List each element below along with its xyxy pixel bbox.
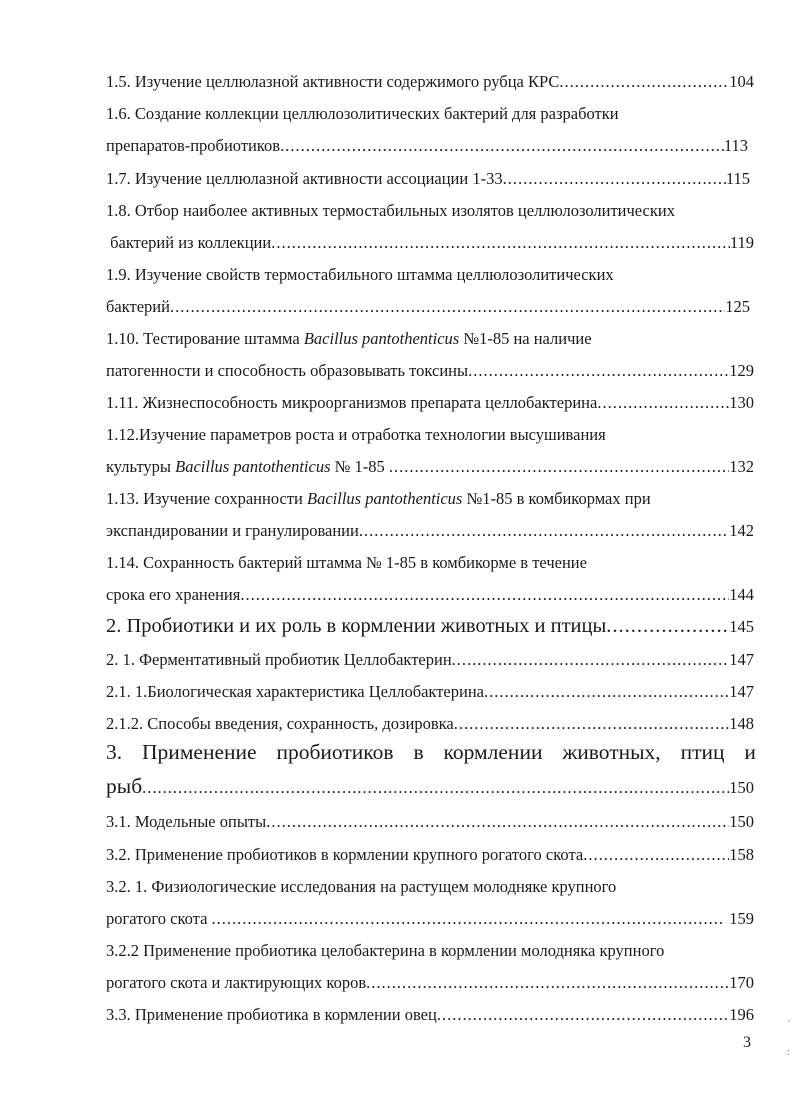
leader-dots — [271, 233, 730, 253]
leader-dots — [484, 682, 729, 702]
toc-page-number: 147 — [729, 682, 754, 701]
toc-entry-1-6-line1: 1.6. Создание коллекции целлюлозолитических бактерий для разработки — [106, 104, 619, 123]
toc-entry-title: патогенности и способность образовывать токсины — [106, 361, 469, 380]
toc-page-number: 170 — [729, 973, 754, 992]
toc-entry-1-10-line1 — [106, 329, 592, 349]
leader-dots — [240, 585, 729, 605]
toc-entry-3-2-1-line1: 3.2. 1. Физиологические исследования на растущем молодняке крупного — [106, 877, 617, 896]
toc-page-number: 119 — [729, 233, 754, 252]
toc-entry-1-8-line1: 1.8. Отбор наиболее активных термостабильных изолятов целлюлозолитических — [106, 201, 675, 220]
toc-page-number: 113 — [723, 136, 748, 155]
toc-entry-1-14-line1: 1.14. Сохранность бактерий штамма № 1-85 в комбикорме в течение — [106, 553, 587, 572]
leader-dots — [606, 614, 729, 638]
chapter-word: в — [413, 740, 424, 764]
toc-entry-text: 1.10. Тестирование штамма — [106, 329, 304, 348]
toc-page-number: 129 — [729, 361, 754, 380]
leader-dots — [468, 361, 729, 381]
toc-entry-2-1-2[interactable] — [106, 714, 754, 734]
toc-entry-title: бактерий — [106, 297, 170, 316]
toc-entry-title: 3.3. Применение пробиотика в кормлении овец — [106, 1005, 437, 1024]
toc-entry-1-14[interactable] — [106, 585, 754, 605]
toc-entry-text: 1.13. Изучение сохранности — [106, 489, 307, 508]
toc-entry-1-12[interactable] — [106, 457, 754, 477]
toc-entry-1-9[interactable] — [106, 297, 750, 317]
toc-page-number: 115 — [725, 169, 750, 188]
toc-entry-1-13-line1 — [106, 489, 651, 509]
toc-page-number: 145 — [729, 617, 754, 636]
toc-entry-text: культуры — [106, 457, 176, 476]
toc-entry-title: 2. 1. Ферментативный пробиотик Целлобактерин — [106, 650, 452, 669]
toc-page-number: 125 — [725, 297, 750, 316]
toc-page-number: 158 — [729, 845, 754, 864]
toc-page-number: 150 — [729, 812, 754, 831]
toc-page-number: 132 — [729, 457, 754, 476]
toc-entry-1-12-line1: 1.12.Изучение параметров роста и отработка технологии высушивания — [106, 425, 606, 444]
chapter-word: и — [744, 740, 756, 764]
species-name: Bacillus pantothenticus — [307, 489, 463, 508]
chapter-word: животных, — [562, 740, 661, 764]
toc-entry-title: 3.1. Модельные опыты — [106, 812, 267, 831]
toc-entry-2-1-1[interactable] — [106, 682, 754, 702]
toc-entry-3-2[interactable] — [106, 845, 754, 865]
leader-dots — [583, 845, 729, 865]
toc-entry-1-8[interactable] — [106, 233, 754, 253]
toc-entry-1-6[interactable] — [106, 136, 748, 156]
toc-entry-title: 1.7. Изучение целлюлазной активности ассоциации 1-33 — [106, 169, 503, 188]
toc-entry-text: № 1-85 — [330, 457, 389, 476]
toc-entry-title: рыб — [106, 774, 143, 798]
leader-dots — [142, 778, 729, 798]
species-name: Bacillus pantothenticus — [175, 457, 331, 476]
toc-entry-title: 3.2. Применение пробиотиков в кормлении крупного рогатого скота — [106, 845, 584, 864]
toc-entry-title: рогатого скота — [106, 909, 212, 928]
leader-dots — [503, 169, 726, 189]
leader-dots — [454, 714, 730, 734]
toc-entry-3-3[interactable] — [106, 1005, 754, 1025]
leader-dots — [389, 457, 729, 477]
toc-entry-1-13[interactable] — [106, 521, 754, 541]
leader-dots — [212, 909, 726, 929]
toc-page-number: 159 — [725, 909, 754, 928]
leader-dots — [452, 650, 730, 670]
toc-entry-title: 2.1.2. Способы введения, сохранность, дозировка — [106, 714, 454, 733]
chapter-word: Применение — [142, 740, 257, 764]
toc-entry-title: бактерий из коллекции — [106, 233, 272, 252]
scan-speck: ' — [788, 1019, 790, 1030]
toc-entry-1-11[interactable] — [106, 393, 754, 413]
chapter-word: кормлении — [443, 740, 543, 764]
toc-page-number: 148 — [729, 714, 754, 733]
toc-entry-title — [106, 457, 389, 477]
toc-entry-title: срока его хранения — [106, 585, 241, 604]
leader-dots — [359, 521, 729, 541]
toc-chapter-3-line1 — [106, 739, 756, 765]
toc-page-number: 130 — [729, 393, 754, 412]
leader-dots — [170, 297, 725, 317]
toc-entry-text: №1-85 на наличие — [459, 329, 592, 348]
scan-speck: : — [787, 1047, 790, 1058]
toc-entry-title: препаратов-пробиотиков — [106, 136, 281, 155]
toc-page-number: 150 — [729, 778, 754, 797]
toc-entry-title: 1.5. Изучение целлюлазной активности содержимого рубца КРС — [106, 72, 560, 91]
leader-dots — [266, 812, 729, 832]
toc-page-number: 142 — [729, 521, 754, 540]
toc-entry-3-2-2-line1: 3.2.2 Применение пробиотика целобактерина в кормлении молодняка крупного — [106, 941, 665, 960]
toc-entry-title: 2.1. 1.Биологическая характеристика Целлобактерина — [106, 682, 484, 701]
species-name: Bacillus pantothenticus — [303, 329, 460, 348]
toc-page-number: 104 — [729, 72, 754, 91]
toc-page-number: 196 — [729, 1005, 754, 1024]
leader-dots — [437, 1005, 729, 1025]
toc-chapter-3[interactable] — [106, 776, 754, 798]
chapter-word: пробиотиков — [276, 740, 394, 764]
toc-page-number: 147 — [729, 650, 754, 669]
toc-entry-3-2-1[interactable] — [106, 909, 754, 929]
chapter-word: 3. — [106, 740, 123, 764]
toc-entry-1-7[interactable] — [106, 169, 750, 189]
toc-entry-text: №1-85 в комбикормах при — [462, 489, 651, 508]
toc-entry-3-2-2[interactable] — [106, 973, 754, 993]
toc-entry-1-9-line1: 1.9. Изучение свойств термостабильного штамма целлюлозолитических — [106, 265, 614, 284]
toc-entry-3-1[interactable] — [106, 812, 754, 832]
toc-chapter-2[interactable] — [106, 614, 754, 639]
page-number: 3 — [743, 1034, 751, 1051]
chapter-word: птиц — [680, 740, 725, 764]
toc-entry-1-10[interactable] — [106, 361, 754, 381]
leader-dots — [366, 973, 729, 993]
leader-dots — [559, 72, 729, 92]
toc-entry-2-1[interactable] — [106, 650, 754, 670]
toc-entry-title: 2. Пробиотики и их роль в кормлении животных и птицы — [106, 615, 607, 637]
toc-entry-title: 1.11. Жизнеспособность микроорганизмов препарата целлобактерина — [106, 393, 598, 412]
toc-page-number: 144 — [729, 585, 754, 604]
leader-dots — [280, 136, 724, 156]
toc-entry-title: рогатого скота и лактирующих коров — [106, 973, 367, 992]
toc-entry-1-5[interactable] — [106, 72, 754, 92]
toc-entry-title: экспандировании и гранулировании — [106, 521, 359, 540]
leader-dots — [597, 393, 729, 413]
